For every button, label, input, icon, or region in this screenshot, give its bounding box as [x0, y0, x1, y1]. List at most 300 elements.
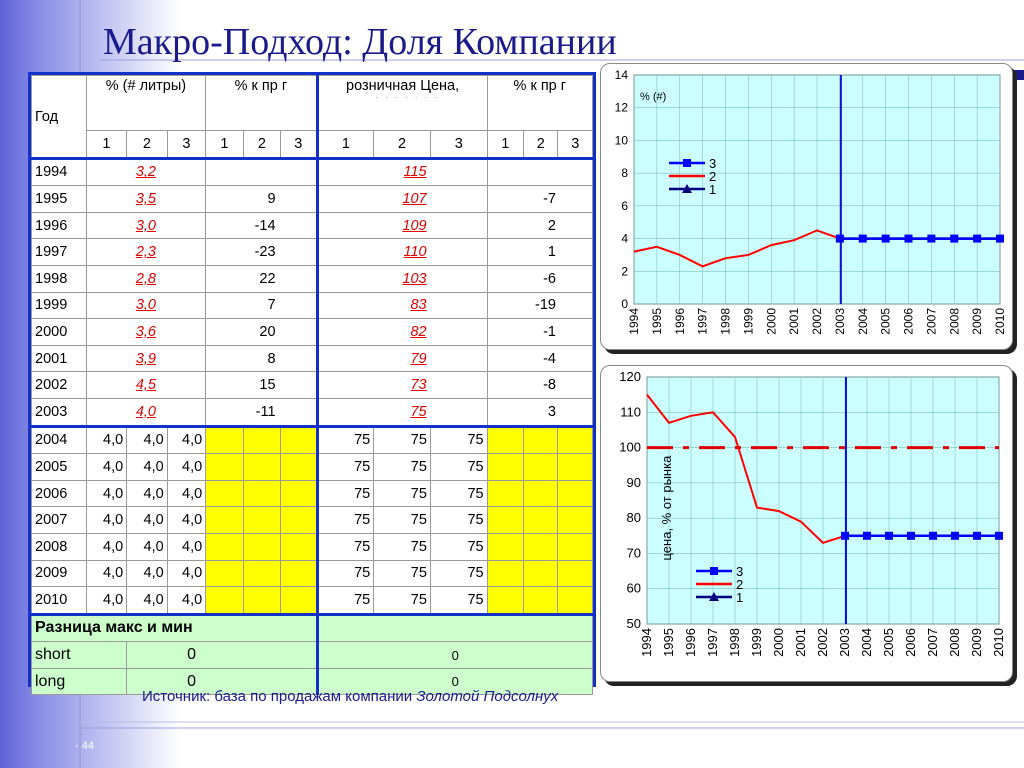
price-change-input-cell[interactable]	[487, 587, 523, 615]
price-change-input-cell[interactable]	[558, 426, 593, 454]
summary-label: long	[32, 668, 127, 695]
x-tick-label: 2000	[764, 308, 779, 335]
price-value: 79	[410, 350, 427, 367]
year-cell: 2006	[32, 480, 87, 507]
price-scenario-cell[interactable]: 75	[374, 560, 431, 587]
share-change-cell	[206, 158, 317, 186]
y-tick-label: 110	[620, 404, 641, 420]
share-cell	[86, 265, 206, 292]
share-change-input-cell[interactable]	[281, 507, 317, 534]
price-change-input-cell[interactable]	[524, 507, 558, 534]
subheader-cell: 3	[430, 131, 487, 159]
price-scenario-cell[interactable]: 75	[317, 507, 374, 534]
group-header-label: розничная Цена,	[346, 78, 460, 94]
data-point	[841, 532, 849, 540]
table-row	[32, 454, 593, 481]
share-change-value: -11	[255, 403, 276, 420]
group-header	[317, 76, 487, 131]
x-tick-label: 2005	[881, 628, 896, 657]
x-tick-label: 2006	[903, 628, 918, 657]
price-change-input-cell[interactable]	[558, 587, 593, 615]
share-cell	[86, 345, 206, 372]
price-chart-frame	[600, 365, 1013, 682]
x-tick-label: 1999	[741, 308, 756, 335]
subheader-cell: 2	[374, 131, 431, 159]
price-change-input-cell[interactable]	[487, 426, 523, 454]
year-cell: 2005	[32, 454, 87, 481]
price-scenario-cell[interactable]: 75	[430, 587, 487, 615]
price-scenario-cell[interactable]: 75	[430, 533, 487, 560]
subheader-cell: 1	[317, 131, 374, 159]
price-change-input-cell[interactable]	[487, 480, 523, 507]
price-value: 83	[410, 297, 427, 314]
share-change-input-cell[interactable]	[243, 587, 280, 615]
share-change-value: -23	[254, 244, 276, 261]
share-change-cell	[206, 239, 317, 266]
price-change-input-cell[interactable]	[487, 560, 523, 587]
x-tick-label: 2010	[993, 308, 1007, 335]
data-point	[973, 532, 981, 540]
price-cell	[317, 186, 487, 213]
year-cell: 1996	[32, 212, 87, 239]
y-axis-label: % (#)	[640, 91, 667, 103]
subheader-cell: 3	[281, 131, 317, 159]
x-tick-label: 1995	[649, 308, 664, 335]
price-change-input-cell[interactable]	[524, 533, 558, 560]
year-cell: 1995	[32, 186, 87, 213]
price-change-input-cell[interactable]	[558, 454, 593, 481]
share-scenario-cell[interactable]: 4,0	[167, 560, 206, 587]
data-point	[929, 532, 937, 540]
year-cell: 2000	[32, 319, 87, 346]
price-scenario-cell[interactable]: 75	[430, 426, 487, 454]
price-scenario-cell[interactable]: 75	[374, 507, 431, 534]
legend-label: 1	[709, 182, 717, 197]
y-tick-label: 14	[614, 68, 628, 82]
x-tick-label: 1997	[695, 308, 710, 335]
share-change-value: 7	[267, 297, 276, 314]
price-change-value: -6	[543, 270, 556, 287]
price-change-value: -19	[535, 297, 556, 314]
share-scenario-cell[interactable]: 4,0	[127, 426, 168, 454]
data-point	[836, 235, 844, 243]
data-point	[859, 235, 867, 243]
group-header-subtext: ` . . . . . . .	[365, 93, 440, 100]
x-tick-label: 2006	[901, 308, 916, 335]
price-change-cell	[487, 372, 592, 399]
y-tick-label: 4	[621, 231, 628, 246]
price-change-input-cell[interactable]	[487, 454, 523, 481]
price-cell	[317, 345, 487, 372]
price-change-input-cell[interactable]	[558, 507, 593, 534]
share-change-cell	[206, 292, 317, 319]
share-scenario-cell[interactable]: 4,0	[127, 560, 168, 587]
share-scenario-cell[interactable]: 4,0	[86, 560, 127, 587]
share-change-input-cell[interactable]	[206, 587, 243, 615]
x-tick-label: 2004	[859, 628, 874, 657]
x-tick-label: 1999	[749, 628, 764, 657]
price-scenario-cell[interactable]: 75	[374, 533, 431, 560]
table-row	[32, 398, 593, 426]
share-change-value: -14	[254, 217, 276, 234]
legend-label: 1	[736, 590, 744, 605]
share-change-input-cell[interactable]	[281, 480, 317, 507]
share-change-cell	[206, 265, 317, 292]
price-change-value: 3	[547, 403, 556, 420]
price-scenario-cell[interactable]: 75	[374, 587, 431, 615]
price-scenario-cell[interactable]: 75	[317, 454, 374, 481]
price-change-cell	[487, 398, 592, 426]
price-value: 109	[402, 217, 427, 234]
share-scenario-cell[interactable]: 4,0	[127, 507, 168, 534]
x-tick-label: 1996	[683, 628, 698, 657]
share-scenario-cell[interactable]: 4,0	[167, 587, 206, 615]
share-value: 3,0	[135, 217, 156, 234]
legend-label: 2	[709, 169, 717, 184]
x-tick-label: 2002	[815, 628, 830, 657]
year-cell: 2003	[32, 398, 87, 426]
share-scenario-cell[interactable]: 4,0	[86, 587, 127, 615]
share-scenario-cell[interactable]: 4,0	[167, 454, 206, 481]
x-tick-label: 2009	[969, 628, 984, 657]
share-value: 3,9	[135, 350, 156, 367]
price-change-cell	[487, 265, 592, 292]
price-value: 107	[402, 190, 427, 207]
share-change-input-cell[interactable]	[281, 560, 317, 587]
data-grid	[31, 75, 593, 695]
share-value: 4,0	[135, 403, 156, 420]
share-change-input-cell[interactable]	[243, 533, 280, 560]
share-value: 2,3	[135, 244, 156, 261]
subheader-cell: 3	[167, 131, 206, 159]
price-change-input-cell[interactable]	[487, 533, 523, 560]
share-change-cell	[206, 398, 317, 426]
share-change-cell	[206, 319, 317, 346]
share-change-input-cell[interactable]	[243, 560, 280, 587]
price-change-input-cell[interactable]	[558, 480, 593, 507]
x-tick-label: 1997	[705, 628, 720, 657]
price-change-input-cell[interactable]	[558, 560, 593, 587]
x-tick-label: 2010	[991, 628, 1006, 657]
share-change-cell	[206, 372, 317, 399]
year-cell: 1999	[32, 292, 87, 319]
price-cell	[317, 292, 487, 319]
price-value: 82	[410, 323, 427, 340]
price-cell	[317, 158, 487, 186]
price-value: 115	[403, 164, 427, 181]
subheader-cell: 2	[524, 131, 558, 159]
group-header-label: % к пр г	[234, 78, 288, 94]
x-tick-label: 2004	[855, 308, 870, 335]
summary-right-value: 0	[317, 642, 592, 669]
data-point	[950, 235, 958, 243]
x-tick-label: 2001	[787, 308, 802, 335]
y-tick-label: 12	[614, 100, 628, 115]
price-change-cell	[487, 158, 592, 186]
price-cell	[317, 398, 487, 426]
group-header	[487, 76, 592, 131]
year-cell: 1994	[32, 158, 87, 186]
table-row	[32, 372, 593, 399]
price-change-input-cell[interactable]	[487, 507, 523, 534]
price-change-input-cell[interactable]	[524, 426, 558, 454]
share-value: 3,6	[135, 323, 156, 340]
price-cell	[317, 212, 487, 239]
y-tick-label: 100	[619, 439, 641, 455]
price-change-input-cell[interactable]	[524, 480, 558, 507]
summary-left-value: 0	[127, 642, 317, 669]
price-change-input-cell[interactable]	[524, 454, 558, 481]
price-scenario-cell[interactable]: 75	[430, 560, 487, 587]
year-cell: 2004	[32, 426, 87, 454]
share-change-input-cell[interactable]	[206, 426, 243, 454]
group-header-label: % к пр г	[513, 78, 567, 94]
subheader-cell: 2	[243, 131, 280, 159]
market-share-table	[28, 72, 596, 690]
price-change-value: -8	[543, 377, 556, 394]
share-change-input-cell[interactable]	[281, 426, 317, 454]
x-tick-label: 2000	[771, 628, 786, 657]
summary-title-row	[32, 614, 593, 642]
price-scenario-cell[interactable]: 75	[317, 426, 374, 454]
share-cell	[86, 158, 206, 186]
share-change-input-cell[interactable]	[281, 533, 317, 560]
price-change-cell	[487, 239, 592, 266]
y-tick-label: 6	[621, 198, 628, 213]
share-scenario-cell[interactable]: 4,0	[86, 480, 127, 507]
price-value: 103	[402, 270, 427, 287]
x-tick-label: 1998	[727, 628, 742, 657]
table-row	[32, 158, 593, 186]
table-row	[32, 507, 593, 534]
legend-label: 3	[709, 156, 717, 171]
table-row	[32, 480, 593, 507]
share-cell	[86, 319, 206, 346]
share-change-cell	[206, 212, 317, 239]
share-change-input-cell[interactable]	[243, 426, 280, 454]
share-scenario-cell[interactable]: 4,0	[86, 533, 127, 560]
share-change-input-cell[interactable]	[243, 454, 280, 481]
share-scenario-cell[interactable]: 4,0	[167, 507, 206, 534]
table-row	[32, 265, 593, 292]
price-change-value: -7	[543, 190, 556, 207]
summary-left-value: 0	[127, 668, 317, 695]
share-change-input-cell[interactable]	[206, 560, 243, 587]
share-scenario-cell[interactable]: 4,0	[86, 426, 127, 454]
price-scenario-cell[interactable]: 75	[317, 480, 374, 507]
share-change-value: 9	[267, 190, 276, 207]
y-tick-label: 10	[614, 133, 628, 148]
table-row	[32, 533, 593, 560]
share-cell	[86, 239, 206, 266]
data-point	[907, 532, 915, 540]
price-cell	[317, 372, 487, 399]
share-cell	[86, 372, 206, 399]
group-header	[86, 76, 206, 131]
year-cell: 2009	[32, 560, 87, 587]
data-point	[995, 532, 1003, 540]
x-tick-label: 2008	[947, 308, 962, 335]
price-change-input-cell[interactable]	[558, 533, 593, 560]
year-cell: 2010	[32, 587, 87, 615]
data-point	[885, 532, 893, 540]
share-chart	[601, 64, 1012, 349]
share-scenario-cell[interactable]: 4,0	[167, 533, 206, 560]
share-change-input-cell[interactable]	[281, 454, 317, 481]
table-row	[32, 345, 593, 372]
summary-label: short	[32, 642, 127, 669]
share-scenario-cell[interactable]: 4,0	[86, 507, 127, 534]
price-value: 75	[410, 403, 427, 420]
share-change-value: 22	[259, 270, 276, 287]
summary-row	[32, 642, 593, 669]
y-tick-label: 2	[621, 264, 628, 279]
y-tick-label: 8	[621, 166, 628, 181]
slide-title: Макро-Подход: Доля Компании	[103, 21, 617, 63]
data-point	[927, 235, 935, 243]
y-tick-label: 70	[626, 545, 641, 561]
summary-right-value: 0	[317, 668, 592, 695]
data-point	[996, 235, 1004, 243]
source-note	[142, 688, 558, 705]
share-cell	[86, 186, 206, 213]
subheader-cell: 2	[127, 131, 168, 159]
share-change-input-cell[interactable]	[243, 507, 280, 534]
share-value: 3,5	[135, 190, 156, 207]
price-change-value: 1	[547, 244, 556, 261]
share-change-value: 20	[259, 323, 276, 340]
x-tick-label: 2009	[970, 308, 985, 335]
y-tick-label: 90	[626, 474, 641, 490]
price-scenario-cell[interactable]: 75	[430, 454, 487, 481]
source-company: Золотой Подсолнух	[416, 688, 559, 705]
price-change-cell	[487, 212, 592, 239]
legend-marker	[710, 567, 718, 575]
data-point	[905, 235, 913, 243]
x-tick-label: 2007	[924, 308, 939, 335]
summary-title: Разница макс и мин	[32, 614, 318, 642]
year-cell: 2001	[32, 345, 87, 372]
x-tick-label: 2003	[837, 628, 852, 657]
x-tick-label: 1995	[661, 628, 676, 657]
subheader-cell: 1	[206, 131, 243, 159]
y-tick-label: 60	[626, 580, 641, 596]
share-change-value: 8	[267, 350, 276, 367]
price-value: 73	[410, 377, 427, 394]
share-chart-frame	[600, 63, 1013, 350]
group-header	[206, 76, 317, 131]
price-change-cell	[487, 345, 592, 372]
share-cell	[86, 292, 206, 319]
subheader-cell: 3	[558, 131, 593, 159]
share-change-input-cell[interactable]	[206, 533, 243, 560]
data-point	[882, 235, 890, 243]
share-change-input-cell[interactable]	[206, 454, 243, 481]
price-cell	[317, 265, 487, 292]
table-row	[32, 239, 593, 266]
x-tick-label: 1994	[627, 308, 641, 335]
share-scenario-cell[interactable]: 4,0	[127, 533, 168, 560]
price-change-value: 2	[547, 217, 556, 234]
table-row	[32, 292, 593, 319]
share-scenario-cell[interactable]: 4,0	[167, 426, 206, 454]
summary-title-right	[317, 614, 592, 642]
price-scenario-cell[interactable]: 75	[317, 587, 374, 615]
x-tick-label: 2007	[925, 628, 940, 657]
price-change-input-cell[interactable]	[524, 560, 558, 587]
table-row	[32, 186, 593, 213]
share-scenario-cell[interactable]: 4,0	[127, 454, 168, 481]
share-change-value: 15	[259, 377, 276, 394]
share-value: 4,5	[135, 377, 156, 394]
price-scenario-cell[interactable]: 75	[374, 480, 431, 507]
x-tick-label: 1994	[639, 628, 654, 657]
data-point	[951, 532, 959, 540]
page-number: - 44	[75, 740, 94, 752]
share-scenario-cell[interactable]: 4,0	[167, 480, 206, 507]
share-value: 2,8	[135, 270, 156, 287]
price-scenario-cell[interactable]: 75	[317, 533, 374, 560]
year-cell: 2002	[32, 372, 87, 399]
price-change-cell	[487, 292, 592, 319]
table-row	[32, 587, 593, 615]
price-scenario-cell[interactable]: 75	[430, 507, 487, 534]
price-scenario-cell[interactable]: 75	[374, 454, 431, 481]
header-row	[32, 76, 593, 131]
table-row	[32, 319, 593, 346]
y-tick-label: 50	[626, 616, 641, 631]
price-scenario-cell[interactable]: 75	[317, 560, 374, 587]
share-scenario-cell[interactable]: 4,0	[86, 454, 127, 481]
price-value: 110	[403, 244, 427, 261]
subheader-row	[32, 131, 593, 159]
share-change-cell	[206, 345, 317, 372]
legend-marker	[683, 159, 691, 167]
data-point	[863, 532, 871, 540]
price-cell	[317, 319, 487, 346]
price-change-cell	[487, 319, 592, 346]
share-change-input-cell[interactable]	[281, 587, 317, 615]
price-scenario-cell[interactable]: 75	[430, 480, 487, 507]
year-cell: 2008	[32, 533, 87, 560]
year-cell: 1998	[32, 265, 87, 292]
price-cell	[317, 239, 487, 266]
x-tick-label: 2003	[832, 308, 847, 335]
x-tick-label: 2001	[793, 628, 808, 657]
table-row	[32, 560, 593, 587]
share-scenario-cell[interactable]: 4,0	[127, 587, 168, 615]
x-tick-label: 2002	[810, 308, 824, 335]
price-chart	[601, 366, 1012, 681]
share-value: 3,2	[135, 164, 156, 181]
share-change-input-cell[interactable]	[243, 480, 280, 507]
price-change-value: -1	[543, 323, 556, 340]
share-value: 3,0	[135, 297, 156, 314]
price-change-cell	[487, 186, 592, 213]
share-scenario-cell[interactable]: 4,0	[127, 480, 168, 507]
share-change-input-cell[interactable]	[206, 507, 243, 534]
x-tick-label: 2005	[878, 308, 893, 335]
price-scenario-cell[interactable]: 75	[374, 426, 431, 454]
y-tick-label: 80	[626, 510, 641, 526]
share-change-input-cell[interactable]	[206, 480, 243, 507]
share-change-cell	[206, 186, 317, 213]
share-cell	[86, 398, 206, 426]
source-prefix: Источник: база по продажам компании	[142, 688, 417, 705]
price-change-input-cell[interactable]	[524, 587, 558, 615]
year-cell: 2007	[32, 507, 87, 534]
price-change-value: -4	[543, 350, 556, 367]
